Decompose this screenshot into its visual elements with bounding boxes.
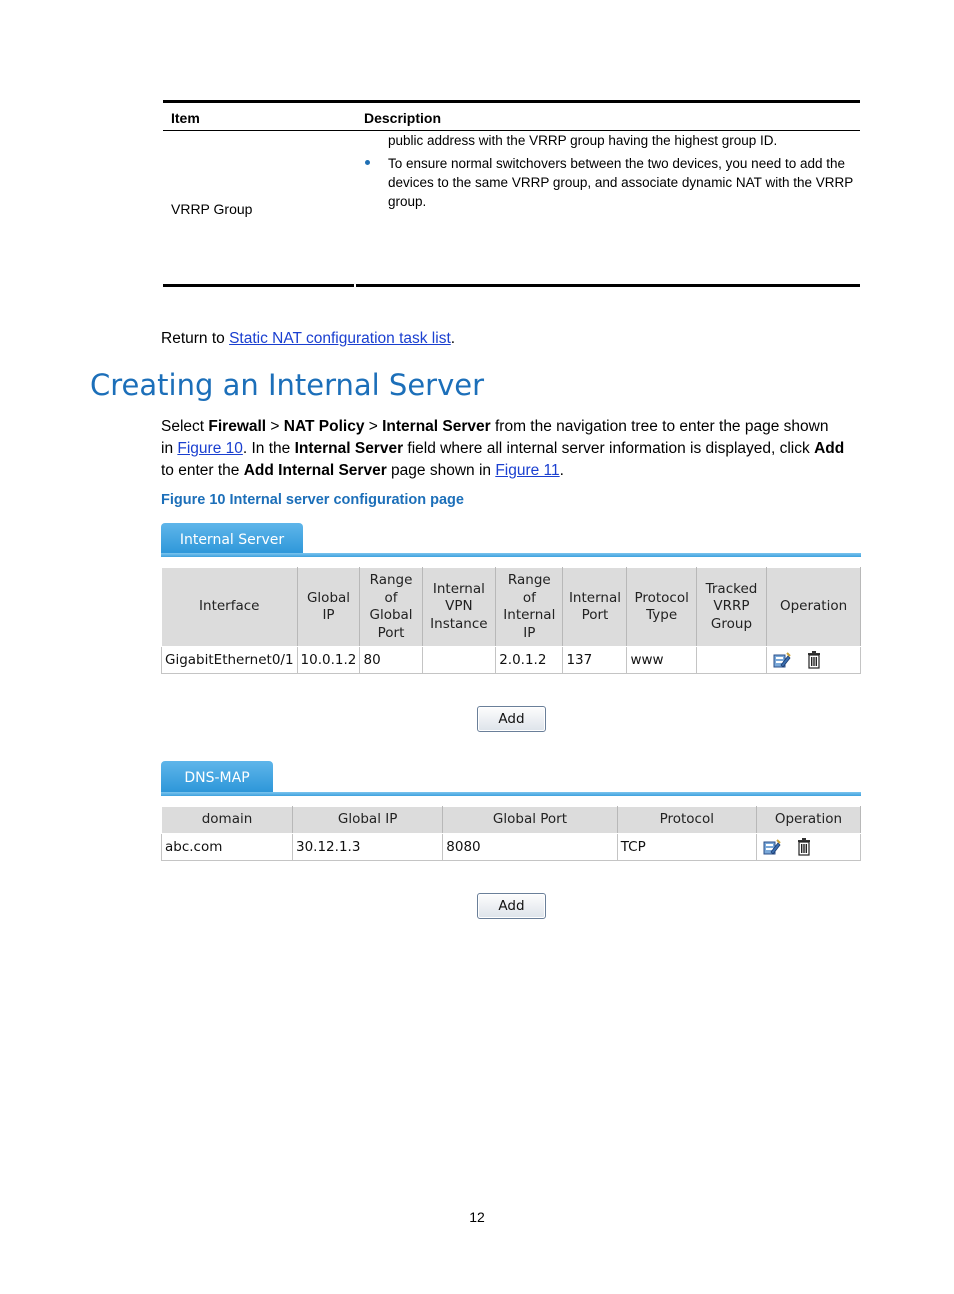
return-line: Return to Static NAT configuration task list.	[161, 330, 456, 347]
intro-line-2: in Figure 10. In the Internal Server field where all internal server information is displayed, click Add	[161, 440, 845, 457]
desc-bullet-line-2: devices to the same VRRP group, and associate dynamic NAT with the VRRP	[388, 175, 854, 190]
cell-internal-port: 137	[563, 647, 627, 674]
tab-underline	[161, 792, 861, 796]
cell-domain: abc.com	[162, 834, 293, 861]
column-header: Global IP	[293, 807, 443, 834]
tab-underline	[161, 553, 861, 557]
column-header: Tracked VRRP Group	[696, 568, 766, 647]
delete-icon[interactable]	[807, 651, 821, 669]
cell-global-ip: 30.12.1.3	[293, 834, 443, 861]
cell-global-port: 8080	[443, 834, 617, 861]
column-header: Interface	[162, 568, 298, 647]
table-top-rule	[163, 100, 860, 103]
figure-10-link[interactable]: Figure 10	[177, 440, 243, 457]
internal-server-table	[161, 567, 861, 674]
cell-operation	[756, 834, 860, 861]
intro-line-1: Select Firewall > NAT Policy > Internal Server from the navigation tree to enter the page shown	[161, 418, 829, 435]
column-header: Global Port	[443, 807, 617, 834]
table-bottom-rule-left	[163, 284, 354, 287]
cell-internal-ip: 2.0.1.2	[496, 647, 563, 674]
bullet-icon	[365, 160, 370, 165]
page-number: 12	[469, 1209, 485, 1225]
table-row	[162, 647, 861, 674]
row-item-vrrp-group: VRRP Group	[171, 201, 253, 217]
desc-bullet-line-1: To ensure normal switchovers between the two devices, you need to add the	[388, 156, 846, 171]
column-header: Range of Internal IP	[496, 568, 563, 647]
cell-protocol: TCP	[617, 834, 756, 861]
cell-vpn-instance	[422, 647, 496, 674]
delete-icon[interactable]	[797, 838, 811, 856]
figure-caption: Figure 10 Internal server configuration page	[161, 492, 464, 508]
table-bottom-rule-right	[356, 284, 860, 287]
tab-dns-map[interactable]: DNS-MAP	[161, 761, 273, 794]
col-header-item: Item	[171, 110, 200, 126]
cell-protocol: www	[627, 647, 696, 674]
column-header: Protocol Type	[627, 568, 696, 647]
cell-vrrp-group	[696, 647, 766, 674]
section-title: Creating an Internal Server	[90, 368, 485, 402]
figure-11-link[interactable]: Figure 11	[495, 462, 560, 479]
column-header: Operation	[756, 807, 860, 834]
cell-operation	[767, 647, 861, 674]
cell-global-port: 80	[360, 647, 422, 674]
task-list-link[interactable]: Static NAT configuration task list	[229, 330, 451, 347]
col-header-description: Description	[364, 110, 442, 126]
column-header: Internal VPN Instance	[422, 568, 496, 647]
internal-server-add-button[interactable]: Add	[477, 706, 546, 732]
edit-icon[interactable]	[763, 839, 781, 856]
dns-map-add-button[interactable]: Add	[477, 893, 546, 919]
column-header: Protocol	[617, 807, 756, 834]
intro-line-3: to enter the Add Internal Server page shown in Figure 11.	[161, 462, 564, 479]
column-header: Internal Port	[563, 568, 627, 647]
table-row	[162, 834, 861, 861]
column-header: Operation	[767, 568, 861, 647]
column-header: domain	[162, 807, 293, 834]
cell-interface: GigabitEthernet0/1	[162, 647, 298, 674]
dns-map-table	[161, 806, 861, 861]
desc-bullet-line-3: group.	[388, 194, 427, 209]
desc-line-1: public address with the VRRP group having the highest group ID.	[388, 133, 778, 148]
column-header: Range of Global Port	[360, 568, 422, 647]
tab-internal-server[interactable]: Internal Server	[161, 523, 303, 556]
cell-global-ip: 10.0.1.2	[297, 647, 360, 674]
column-header: Global IP	[297, 568, 360, 647]
edit-icon[interactable]	[773, 652, 791, 669]
